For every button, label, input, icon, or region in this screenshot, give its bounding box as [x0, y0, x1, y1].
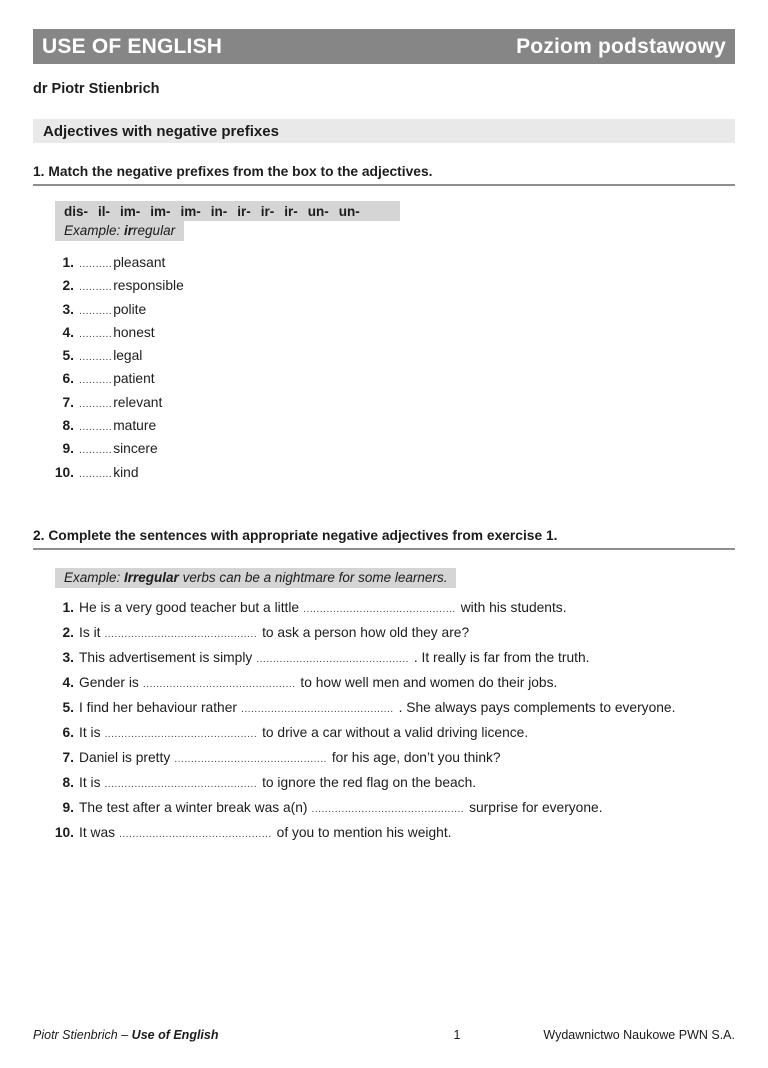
- sentence-after: to drive a car without a valid driving licence.: [262, 724, 529, 740]
- sentence-after: with his students.: [460, 599, 567, 615]
- item-blank: ..........: [79, 397, 113, 410]
- sentence-number: 4.: [62, 674, 74, 690]
- sentence-row: [33, 825, 735, 850]
- sentence-row: [33, 600, 735, 625]
- prefix-item: ir-: [237, 204, 251, 219]
- sentence-row: [33, 625, 735, 650]
- sentence-number: 5.: [62, 699, 74, 715]
- sentence-row: [33, 650, 735, 675]
- prefix-item: un-: [307, 204, 329, 219]
- sentence-number: 7.: [62, 749, 74, 765]
- sentence-row: [33, 775, 735, 800]
- author-name: dr Piotr Stienbrich: [33, 81, 160, 97]
- sentence-blank: ..............................................: [311, 802, 465, 815]
- sentence-number: 9.: [62, 799, 74, 815]
- item-word: kind: [113, 464, 139, 480]
- page-footer: [33, 1028, 735, 1046]
- item-number: 8.: [62, 418, 74, 434]
- sentence-after: to ignore the red flag on the beach.: [262, 774, 477, 790]
- sentence-after: . She always pays complements to everyone.: [398, 699, 676, 715]
- item-number: 2.: [62, 278, 74, 294]
- exercise2-list: [33, 600, 735, 850]
- sentence-row: [33, 750, 735, 775]
- item-number: 9.: [62, 441, 74, 457]
- list-item: [33, 415, 735, 438]
- sentence-before: Gender is: [79, 674, 139, 690]
- item-number: 3.: [62, 301, 74, 317]
- prefix-item: im-: [180, 204, 201, 219]
- item-word: relevant: [113, 394, 163, 410]
- sentence-number: 1.: [62, 599, 74, 615]
- item-blank: ..........: [79, 327, 113, 340]
- sentence-blank: ..............................................: [241, 702, 394, 715]
- footer-author: [33, 1028, 219, 1042]
- prefix-item: un-: [338, 204, 360, 219]
- sentence-number: 3.: [62, 649, 74, 665]
- sentence-before: This advertisement is simply: [79, 649, 253, 665]
- item-blank: ..........: [79, 444, 113, 457]
- section-title-bar: [33, 119, 735, 143]
- list-item: [33, 462, 735, 485]
- page-content: [33, 29, 735, 850]
- item-word: patient: [113, 371, 155, 387]
- item-word: legal: [113, 348, 143, 364]
- example-label: Example:: [64, 569, 125, 585]
- item-word: mature: [113, 418, 157, 434]
- sentence-before: It is: [79, 774, 101, 790]
- sentence-after: of you to mention his weight.: [276, 824, 452, 840]
- sentence-blank: ..............................................: [104, 777, 258, 790]
- exercise2-heading: 2. Complete the sentences with appropriate negative adjectives from exercise 1.: [33, 528, 735, 550]
- list-item: [33, 345, 735, 368]
- footer-book-title: Use of English: [131, 1028, 219, 1042]
- sentence-blank: ..............................................: [256, 652, 409, 665]
- item-number: 7.: [62, 394, 74, 410]
- prefix-item: in-: [210, 204, 228, 219]
- prefix-item: ir-: [284, 204, 298, 219]
- item-blank: ..........: [79, 374, 113, 387]
- example-label: Example:: [64, 223, 125, 238]
- item-blank: ..........: [79, 258, 113, 270]
- sentence-blank: ..............................................: [104, 727, 258, 740]
- exercise2-example: [55, 568, 456, 588]
- exercise1-list: [33, 252, 735, 485]
- item-word: responsible: [113, 278, 184, 294]
- sentence-after: to ask a person how old they are?: [262, 624, 470, 640]
- sentence-number: 6.: [62, 724, 74, 740]
- item-word: sincere: [113, 441, 158, 457]
- item-number: 5.: [62, 348, 74, 364]
- prefix-box: [55, 201, 400, 221]
- sentence-blank: ..............................................: [119, 827, 272, 840]
- item-blank: ..........: [79, 467, 113, 480]
- level-label: Poziom podstawowy: [516, 34, 726, 58]
- sentence-before: Is it: [79, 624, 101, 640]
- list-item: [33, 322, 735, 345]
- item-number: 10.: [54, 464, 74, 480]
- list-item: [33, 252, 735, 275]
- exercise1-heading: 1. Match the negative prefixes from the box to the adjectives.: [33, 164, 735, 186]
- sentence-after: for his age, don’t you think?: [331, 749, 501, 765]
- sentence-blank: ..............................................: [142, 677, 296, 690]
- sentence-blank: ..............................................: [174, 752, 327, 765]
- sentence-before: The test after a winter break was a(n): [79, 799, 308, 815]
- prefix-item: dis-: [64, 204, 89, 219]
- sentence-after: surprise for everyone.: [469, 799, 603, 815]
- example-word-prefix: ir: [124, 223, 134, 238]
- sentence-number: 2.: [62, 624, 74, 640]
- item-number: 1.: [62, 255, 74, 270]
- item-blank: ..........: [79, 281, 113, 294]
- prefix-item: il-: [98, 204, 111, 219]
- item-word: polite: [113, 301, 147, 317]
- list-item: [33, 275, 735, 298]
- list-item: [33, 392, 735, 415]
- list-item: [33, 299, 735, 322]
- footer-publisher: Wydawnictwo Naukowe PWN S.A.: [543, 1028, 735, 1042]
- sentence-number: 10.: [54, 824, 74, 840]
- sentence-before: It was: [79, 824, 116, 840]
- item-number: 6.: [62, 371, 74, 387]
- prefix-item: im-: [120, 204, 141, 219]
- sentence-before: He is a very good teacher but a little: [79, 599, 300, 615]
- sentence-row: [33, 725, 735, 750]
- example-word: Irregular: [124, 569, 179, 585]
- sentence-row: [33, 675, 735, 700]
- prefix-item: im-: [150, 204, 171, 219]
- page-title: USE OF ENGLISH: [42, 34, 223, 58]
- item-blank: ..........: [79, 351, 113, 364]
- item-word: pleasant: [113, 255, 166, 270]
- item-number: 4.: [62, 324, 74, 340]
- sentence-before: I find her behaviour rather: [79, 699, 237, 715]
- section-title: Adjectives with negative prefixes: [43, 122, 279, 140]
- sentence-before: Daniel is pretty: [79, 749, 171, 765]
- sentence-after: . It really is far from the truth.: [413, 649, 590, 665]
- sentence-row: [33, 700, 735, 725]
- prefix-item: ir-: [260, 204, 275, 219]
- list-item: [33, 438, 735, 461]
- item-blank: ..........: [79, 421, 113, 434]
- page-number: 1: [453, 1028, 461, 1042]
- item-word: honest: [113, 324, 155, 340]
- example-rest: verbs can be a nightmare for some learners.: [178, 569, 448, 585]
- sentence-before: It is: [79, 724, 101, 740]
- footer-author-name: Piotr Stienbrich –: [33, 1028, 132, 1042]
- sentence-after: to how well men and women do their jobs.: [300, 674, 558, 690]
- sentence-number: 8.: [62, 774, 74, 790]
- sentence-row: [33, 800, 735, 825]
- header-bar: [33, 29, 735, 64]
- sentence-blank: ..............................................: [104, 627, 258, 640]
- sentence-blank: ..............................................: [303, 602, 456, 615]
- exercise1-example: [55, 221, 184, 241]
- item-blank: ..........: [79, 304, 113, 317]
- list-item: [33, 368, 735, 391]
- example-word-rest: regular: [133, 223, 176, 238]
